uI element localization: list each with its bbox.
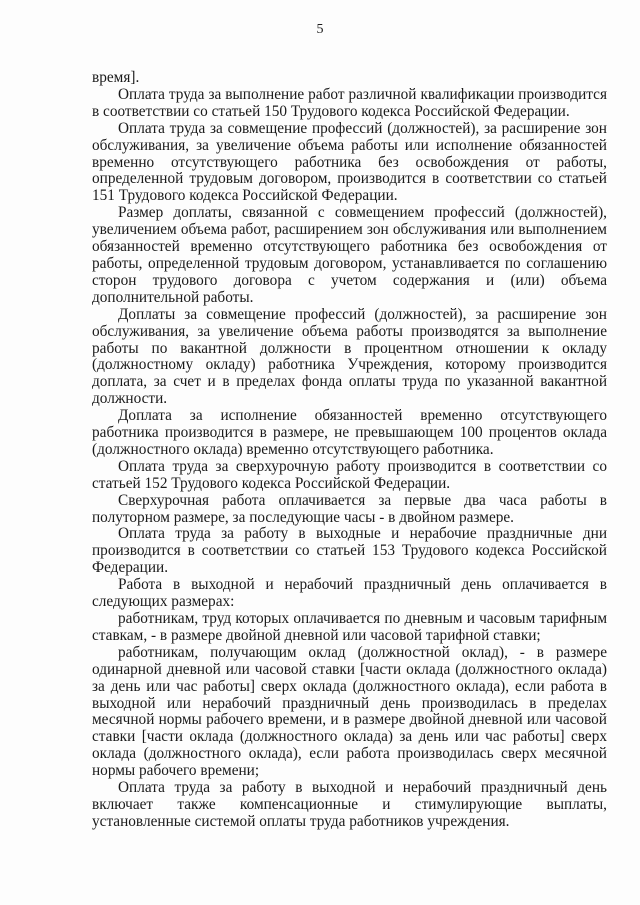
paragraph: Оплата труда за выполнение работ различной квалификации производится в соответствии со статьей 150 Трудового кодекса Российской Федерации. [92,85,607,120]
paragraph: Размер доплаты, связанной с совмещением профессий (должностей), увеличением объема работ, расширением зон обслуживания или выполнением обязанностей временно отсутствующего работника без освобождения от работы, определенной трудовым договором, устанавливается по соглашению сторон трудового договора с учетом содержания и (или) объема дополнительной работы. [92,204,607,306]
paragraph: Доплата за исполнение обязанностей временно отсутствующего работника производится в размере, не превышающем 100 процентов оклада (должностного оклада) временно отсутствующего работника. [92,407,607,458]
paragraph: работникам, получающим оклад (должностной оклад), - в размере одинарной дневной или часовой ставки [части оклада (должностного оклада) за день или час работы] сверх оклада (должностного оклада), если работа в выходной или нерабочий праздничный день производилась в пределах месячной нормы рабочего времени, и в размере двойной дневной или часовой ставки [части оклада (должностного оклада) за день или час работы] сверх оклада (должностного оклада), если работа производилась сверх месячной нормы рабочего времени; [92,643,607,780]
paragraph: Оплата труда за совмещение профессий (должностей), за расширение зон обслуживания, за увеличение объема работы или исполнение обязанностей временно отсутствующего работника без освобождения от работы, определенной трудовым договором, производится в соответствии со статьей 151 Трудового кодекса Российской Федерации. [92,119,607,205]
paragraph: Доплаты за совмещение профессий (должностей), за расширение зон обслуживания, за увеличение объема работы производятся за выполнение работы по вакантной должности в процентном отношении к окладу (должностному окладу) работника Учреждения, которому производится доплата, за счет и в пределах фонда оплаты труда по указанной вакантной должности. [92,305,607,408]
page-number: 5 [316,22,324,37]
paragraph: Оплата труда за работу в выходной и нерабочий праздничный день включает также компенсационные и стимулирующие выплаты, установленные системой оплаты труда работников учреждения. [92,779,607,830]
document-body [92,70,607,831]
paragraph: Работа в выходной и нерабочий праздничный день оплачивается в следующих размерах: [92,576,607,611]
paragraph: Оплата труда за работу в выходные и нерабочие праздничные дни производится в соответствии со статьей 153 Трудового кодекса Российской Федерации. [92,525,607,577]
paragraph: Оплата труда за сверхурочную работу производится в соответствии со статьей 152 Трудового кодекса Российской Федерации. [92,457,607,492]
paragraph: Сверхурочная работа оплачивается за первые два часа работы в полуторном размере, за последующие часы - в двойном размере. [92,491,607,526]
paragraph: время]. [92,69,140,86]
paragraph: работникам, труд которых оплачивается по дневным и часовым тарифным ставкам, - в размере двойной дневной или часовой тарифной ставки; [92,610,607,644]
